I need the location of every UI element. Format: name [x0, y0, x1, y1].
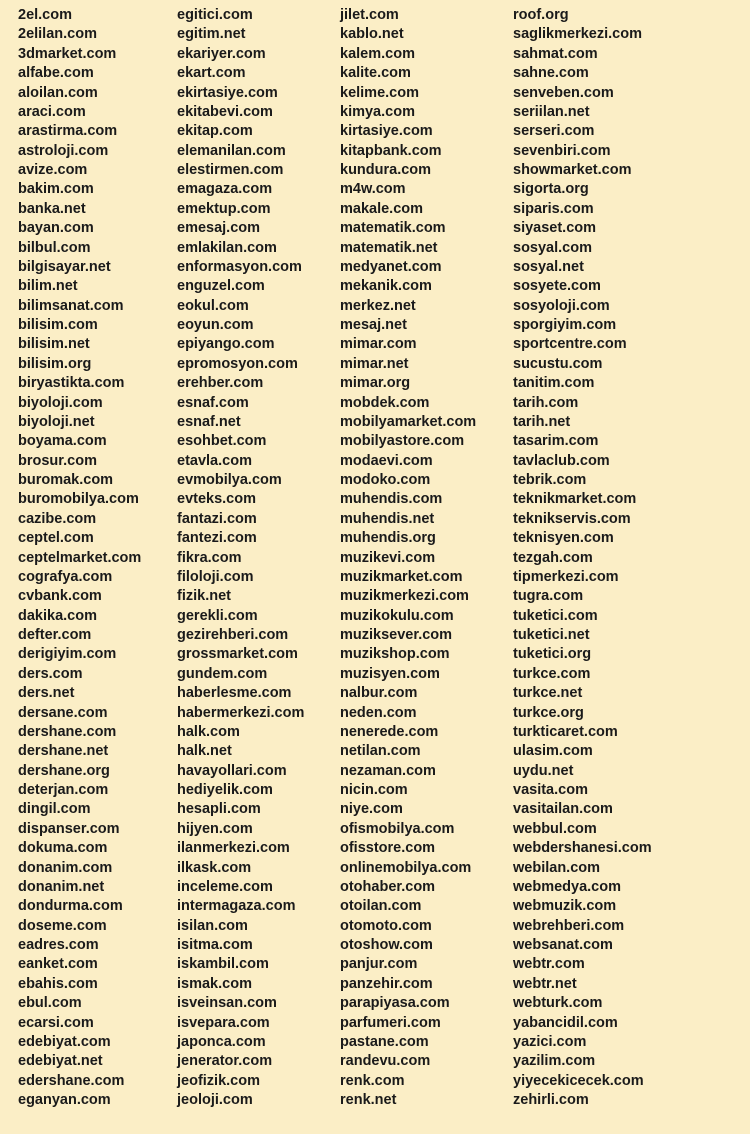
domain-item: dingil.com — [18, 801, 91, 818]
domain-item: otoilan.com — [340, 898, 422, 915]
domain-item: inceleme.com — [177, 878, 273, 895]
domain-item: sporgiyim.com — [513, 317, 617, 333]
domain-item: donanim.com — [18, 859, 113, 876]
domain-item: sportcentre.com — [513, 336, 627, 353]
domain-item: fantezi.com — [177, 530, 257, 547]
domain-item: teknikservis.com — [513, 510, 631, 527]
domain-item: eadres.com — [18, 937, 99, 953]
domain-item: gundem.com — [177, 665, 268, 682]
domain-item: aloilan.com — [18, 84, 98, 101]
domain-item: webbul.com — [513, 820, 597, 837]
domain-item: tavlaclub.com — [513, 452, 610, 469]
domain-item: turkce.org — [513, 704, 584, 721]
domain-item: muzikevi.com — [340, 549, 436, 566]
domain-item: jilet.com — [340, 7, 399, 23]
domain-item: randevu.com — [340, 1053, 431, 1070]
domain-item: mimar.net — [340, 355, 409, 372]
domain-item: nicin.com — [340, 782, 408, 798]
domain-item: bayan.com — [18, 220, 94, 237]
domain-item: teknikmarket.com — [513, 491, 637, 508]
domain-item: yazilim.com — [513, 1053, 596, 1070]
domain-item: modoko.com — [340, 472, 431, 488]
domain-item: ekitabevi.com — [177, 103, 273, 120]
domain-item: renk.com — [340, 1072, 405, 1089]
domain-item: epiyango.com — [177, 336, 275, 353]
domain-item: kalem.com — [340, 45, 415, 62]
domain-item: ebahis.com — [18, 975, 98, 992]
domain-item: medyanet.com — [340, 258, 442, 275]
domain-item: esnaf.net — [177, 413, 241, 430]
domain-item: muhendis.net — [340, 510, 435, 527]
domain-item: enformasyon.com — [177, 258, 302, 275]
domain-item: buromak.com — [18, 472, 114, 488]
domain-item: iskambil.com — [177, 956, 269, 973]
domain-item: dershane.org — [18, 762, 110, 779]
domain-item: nenerede.com — [340, 723, 439, 740]
domain-item: sahmat.com — [513, 45, 598, 62]
domain-item: ilkask.com — [177, 859, 252, 876]
domain-item: ekirtasiye.com — [177, 84, 278, 101]
domain-item: yazici.com — [513, 1033, 587, 1050]
domain-item: derigiyim.com — [18, 646, 117, 663]
domain-item: tuketici.net — [513, 627, 590, 643]
domain-item: kitapbank.com — [340, 142, 442, 159]
domain-item: onlinemobilya.com — [340, 859, 472, 876]
domain-item: biyoloji.net — [18, 413, 95, 430]
domain-item: webtr.com — [513, 956, 585, 973]
domain-item: renk.net — [340, 1092, 397, 1108]
domain-item: tugra.com — [513, 588, 584, 605]
domain-item: cografya.com — [18, 568, 113, 585]
domain-item: elemanilan.com — [177, 142, 286, 159]
domain-item: hijyen.com — [177, 820, 253, 837]
domain-item: yabancidil.com — [513, 1014, 618, 1031]
domain-item: sosyal.com — [513, 239, 592, 256]
domain-item: vasita.com — [513, 782, 588, 798]
domain-item: ders.com — [18, 665, 83, 682]
domain-item: ekitap.com — [177, 123, 253, 140]
domain-item: zehirli.com — [513, 1092, 589, 1108]
domain-item: edebiyat.net — [18, 1053, 103, 1070]
domain-item: bilgisayar.net — [18, 258, 111, 275]
domain-item: turkticaret.com — [513, 723, 618, 740]
domain-item: muziksever.com — [340, 627, 453, 643]
domain-item: dispanser.com — [18, 820, 120, 837]
domain-item: haberlesme.com — [177, 685, 292, 702]
domain-item: halk.net — [177, 743, 232, 760]
domain-item: ekariyer.com — [177, 45, 266, 62]
domain-item: jeoloji.com — [177, 1092, 253, 1108]
domain-item: bilim.net — [18, 278, 78, 295]
domain-item: niye.com — [340, 801, 403, 818]
domain-item: webmuzik.com — [513, 898, 617, 915]
domain-item: eoyun.com — [177, 317, 254, 333]
domain-item: tuketici.org — [513, 646, 592, 663]
domain-item: kirtasiye.com — [340, 123, 433, 140]
domain-item: isveinsan.com — [177, 995, 277, 1012]
domain-item: isvepara.com — [177, 1014, 270, 1031]
domain-item: mobdek.com — [340, 394, 430, 411]
domain-item: ebul.com — [18, 995, 82, 1012]
domain-item: fizik.net — [177, 588, 231, 605]
domain-item: emektup.com — [177, 200, 271, 217]
domain-item: avize.com — [18, 162, 88, 178]
domain-item: habermerkezi.com — [177, 704, 305, 721]
domain-item: cazibe.com — [18, 510, 97, 527]
domain-item: egitim.net — [177, 26, 246, 43]
domain-item: emesaj.com — [177, 220, 261, 237]
domain-item: matematik.net — [340, 239, 438, 256]
domain-item: mimar.com — [340, 336, 417, 353]
domain-item: vasitailan.com — [513, 801, 613, 818]
domain-item: etavla.com — [177, 452, 252, 469]
domain-item: mesaj.net — [340, 317, 407, 333]
domain-item: showmarket.com — [513, 162, 632, 178]
domain-item: japonca.com — [177, 1033, 266, 1050]
domain-item: tebrik.com — [513, 472, 587, 488]
domain-item: nezaman.com — [340, 762, 436, 779]
domain-item: esnaf.com — [177, 394, 249, 411]
domain-item: parapiyasa.com — [340, 995, 450, 1012]
domain-item: brosur.com — [18, 452, 97, 469]
domain-item: panzehir.com — [340, 975, 433, 992]
domain-item: sahne.com — [513, 65, 589, 82]
domain-item: 2elilan.com — [18, 26, 97, 43]
domain-item: nalbur.com — [340, 685, 418, 702]
domain-item: arastirma.com — [18, 123, 118, 140]
domain-item: mobilyastore.com — [340, 433, 465, 450]
domain-item: bilisim.org — [18, 355, 92, 372]
domain-item: sosyete.com — [513, 278, 601, 295]
domain-item: isitma.com — [177, 937, 253, 953]
domain-item: eganyan.com — [18, 1092, 111, 1108]
domain-item: boyama.com — [18, 433, 107, 450]
domain-item: uydu.net — [513, 762, 574, 779]
domain-item: dondurma.com — [18, 898, 123, 915]
domain-item: m4w.com — [340, 181, 406, 198]
domain-item: siparis.com — [513, 200, 594, 217]
domain-item: ofisstore.com — [340, 840, 436, 857]
domain-item: ecarsi.com — [18, 1014, 94, 1031]
domain-item: muzikokulu.com — [340, 607, 454, 624]
domain-item: mobilyamarket.com — [340, 413, 477, 430]
domain-item: ders.net — [18, 685, 75, 702]
domain-item: saglikmerkezi.com — [513, 26, 642, 43]
domain-item: kablo.net — [340, 26, 404, 43]
domain-item: fantazi.com — [177, 510, 257, 527]
domain-item: websanat.com — [513, 937, 613, 953]
domain-item: makale.com — [340, 200, 424, 217]
domain-item: otoshow.com — [340, 937, 433, 953]
domain-item: isilan.com — [177, 917, 248, 934]
domain-item: mimar.org — [340, 375, 411, 392]
domain-item: ilanmerkezi.com — [177, 840, 290, 857]
domain-item: sevenbiri.com — [513, 142, 611, 159]
domain-item: ofismobilya.com — [340, 820, 455, 837]
domain-item: bilimsanat.com — [18, 297, 124, 314]
domain-item: teknisyen.com — [513, 530, 614, 547]
domain-item: webturk.com — [513, 995, 603, 1012]
domain-item: serseri.com — [513, 123, 595, 140]
domain-item: emagaza.com — [177, 181, 273, 198]
domain-item: eanket.com — [18, 956, 98, 973]
domain-item: emlakilan.com — [177, 239, 277, 256]
domain-item: muzikmarket.com — [340, 568, 463, 585]
domain-item: egitici.com — [177, 7, 253, 23]
domain-item: biyoloji.com — [18, 394, 103, 411]
domain-item: astroloji.com — [18, 142, 109, 159]
domain-item: sigorta.org — [513, 181, 589, 198]
domain-item: cvbank.com — [18, 588, 102, 605]
domain-item: ismak.com — [177, 975, 252, 992]
domain-column-4 — [513, 6, 652, 1110]
domain-item: webmedya.com — [513, 878, 621, 895]
domain-column-2 — [177, 6, 304, 1110]
domain-item: neden.com — [340, 704, 417, 721]
domain-item: matematik.com — [340, 220, 446, 237]
domain-item: hesapli.com — [177, 801, 261, 818]
domain-column-3 — [340, 6, 476, 1110]
domain-item: muhendis.com — [340, 491, 443, 508]
domain-item: tipmerkezi.com — [513, 568, 619, 585]
domain-item: kalite.com — [340, 65, 411, 82]
domain-item: banka.net — [18, 200, 86, 217]
domain-item: gezirehberi.com — [177, 627, 289, 643]
domain-item: dershane.net — [18, 743, 109, 760]
domain-item: webdershanesi.com — [513, 840, 652, 857]
domain-item: webrehberi.com — [513, 917, 625, 934]
domain-item: biryastikta.com — [18, 375, 125, 392]
domain-item: bakim.com — [18, 181, 94, 198]
domain-item: modaevi.com — [340, 452, 433, 469]
domain-item: merkez.net — [340, 297, 416, 314]
domain-item: filoloji.com — [177, 568, 254, 585]
domain-item: dakika.com — [18, 607, 97, 624]
domain-item: ceptelmarket.com — [18, 549, 142, 566]
domain-item: muzikshop.com — [340, 646, 450, 663]
domain-item: jeofizik.com — [177, 1072, 260, 1089]
domain-item: bilisim.com — [18, 317, 98, 333]
domain-item: araci.com — [18, 103, 86, 120]
domain-item: tasarim.com — [513, 433, 599, 450]
domain-item: kimya.com — [340, 103, 415, 120]
domain-item: deterjan.com — [18, 782, 109, 798]
domain-item: gerekli.com — [177, 607, 258, 624]
domain-column-1 — [18, 6, 141, 1110]
domain-item: ekart.com — [177, 65, 246, 82]
domain-item: sosyal.net — [513, 258, 584, 275]
domain-item: hediyelik.com — [177, 782, 273, 798]
domain-item: mekanik.com — [340, 278, 432, 295]
domain-item: erehber.com — [177, 375, 264, 392]
domain-item: dokuma.com — [18, 840, 108, 857]
domain-item: intermagaza.com — [177, 898, 296, 915]
domain-item: esohbet.com — [177, 433, 267, 450]
domain-item: evmobilya.com — [177, 472, 282, 488]
domain-item: halk.com — [177, 723, 240, 740]
domain-item: kelime.com — [340, 84, 419, 101]
domain-item: doseme.com — [18, 917, 107, 934]
domain-item: grossmarket.com — [177, 646, 298, 663]
domain-item: evteks.com — [177, 491, 256, 508]
domain-item: ceptel.com — [18, 530, 94, 547]
domain-item: edebiyat.com — [18, 1033, 111, 1050]
domain-item: muzikmerkezi.com — [340, 588, 469, 605]
domain-item: elestirmen.com — [177, 162, 284, 178]
domain-item: yiyecekicecek.com — [513, 1072, 644, 1089]
domain-item: dershane.com — [18, 723, 117, 740]
domain-item: netilan.com — [340, 743, 421, 760]
domain-item: turkce.net — [513, 685, 583, 702]
domain-item: webtr.net — [513, 975, 577, 992]
domain-item: pastane.com — [340, 1033, 429, 1050]
domain-item: ulasim.com — [513, 743, 593, 760]
domain-item: edershane.com — [18, 1072, 125, 1089]
domain-item: 2el.com — [18, 7, 72, 23]
domain-item: dersane.com — [18, 704, 108, 721]
domain-item: donanim.net — [18, 878, 105, 895]
domain-item: tarih.net — [513, 413, 571, 430]
domain-item: fikra.com — [177, 549, 242, 566]
domain-item: alfabe.com — [18, 65, 94, 82]
domain-item: havayollari.com — [177, 762, 287, 779]
domain-item: otomoto.com — [340, 917, 432, 934]
domain-item: jenerator.com — [177, 1053, 273, 1070]
domain-item: tuketici.com — [513, 607, 598, 624]
domain-item: 3dmarket.com — [18, 45, 117, 62]
domain-item: panjur.com — [340, 956, 418, 973]
domain-item: defter.com — [18, 627, 92, 643]
domain-item: otohaber.com — [340, 878, 436, 895]
domain-item: tarih.com — [513, 394, 579, 411]
domain-item: muhendis.org — [340, 530, 436, 547]
domain-item: kundura.com — [340, 162, 432, 178]
domain-item: epromosyon.com — [177, 355, 298, 372]
domain-item: tezgah.com — [513, 549, 593, 566]
domain-item: turkce.com — [513, 665, 591, 682]
domain-item: sucustu.com — [513, 355, 603, 372]
domain-item: senveben.com — [513, 84, 614, 101]
domain-item: enguzel.com — [177, 278, 265, 295]
domain-item: bilisim.net — [18, 336, 90, 353]
domain-item: tanitim.com — [513, 375, 595, 392]
domain-item: roof.org — [513, 7, 569, 23]
domain-item: webilan.com — [513, 859, 601, 876]
domain-item: parfumeri.com — [340, 1014, 441, 1031]
domain-item: eokul.com — [177, 297, 249, 314]
domain-item: sosyoloji.com — [513, 297, 610, 314]
domain-item: muzisyen.com — [340, 665, 440, 682]
domain-item: seriilan.net — [513, 103, 590, 120]
domain-item: buromobilya.com — [18, 491, 139, 508]
domain-item: siyaset.com — [513, 220, 597, 237]
domain-item: bilbul.com — [18, 239, 91, 256]
